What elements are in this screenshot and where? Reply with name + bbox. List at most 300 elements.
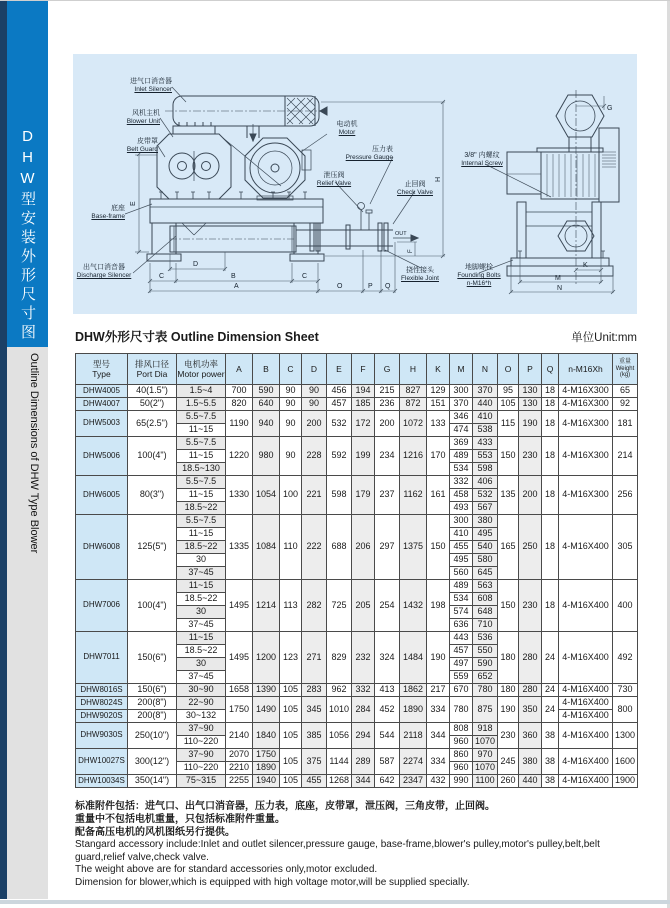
cell-Q: 18: [542, 385, 559, 398]
cell-power: 37~45: [177, 671, 226, 684]
note-en-3: Dimension for blower,which is equipped with high voltage motor,will be supplied specially.: [75, 876, 470, 888]
label-blower-unit-cn: 风机主机: [132, 110, 160, 117]
cell-Q: 24: [542, 697, 559, 723]
table-row: [76, 437, 638, 450]
cell-bolts: 4-M16X300: [559, 476, 613, 515]
cell-P: 350: [519, 697, 542, 723]
header-dim-Q: Q: [542, 354, 559, 385]
outline-diagram-panel: [73, 54, 637, 314]
cell-F: 332: [352, 684, 375, 697]
cell-E: 725: [327, 580, 352, 632]
header-dim-M: M: [450, 354, 473, 385]
dim-out-label: OUT: [395, 231, 407, 237]
label-inlet-silencer-en: Inlet Silencer: [134, 86, 172, 94]
cell-model: DHW4007: [76, 398, 128, 411]
cell-M: 300: [450, 385, 473, 398]
cell-M: 458: [450, 489, 473, 502]
cell-E: 592: [327, 437, 352, 476]
cell-O: 190: [498, 697, 519, 723]
header-dim-G: G: [375, 354, 400, 385]
cell-O: 115: [498, 411, 519, 437]
cell-N: 648: [473, 606, 498, 619]
cell-K: 133: [427, 411, 450, 437]
cell-G: 413: [375, 684, 400, 697]
cell-port: 200(8"): [128, 710, 177, 723]
cell-M: 636: [450, 619, 473, 632]
header-dim-P: P: [519, 354, 542, 385]
cell-power: 30: [177, 606, 226, 619]
header-dim-D: D: [302, 354, 327, 385]
cell-K: 161: [427, 476, 450, 515]
cell-G: 452: [375, 697, 400, 723]
table-row: [76, 385, 638, 398]
cell-weight: 730: [613, 684, 638, 697]
label-pressure-gauge-en: Pressure Gauge: [345, 154, 393, 162]
header-dim-C: C: [280, 354, 302, 385]
cell-power: 1.5~4: [177, 385, 226, 398]
dim-E: E: [130, 201, 137, 206]
cell-B: 1840: [253, 723, 280, 749]
cell-E: 1056: [327, 723, 352, 749]
dim-G: G: [607, 105, 613, 112]
cell-power: 5.5~7.5: [177, 476, 226, 489]
cell-N: 440: [473, 398, 498, 411]
cell-N: 563: [473, 580, 498, 593]
cell-O: 150: [498, 437, 519, 476]
cell-weight: 214: [613, 437, 638, 476]
cell-M: 960: [450, 736, 473, 749]
cell-port: 40(1.5"): [128, 385, 177, 398]
cell-N: 380: [473, 515, 498, 528]
cell-A: 820: [226, 398, 253, 411]
label-pressure-gauge: [341, 146, 393, 162]
cell-Q: 24: [542, 632, 559, 684]
cell-model: DHW7006: [76, 580, 128, 632]
cell-F: 284: [352, 697, 375, 723]
cell-B: 980: [253, 437, 280, 476]
cell-D: 345: [302, 697, 327, 723]
cell-F: 344: [352, 775, 375, 788]
cell-power: 11~15: [177, 580, 226, 593]
cell-power: 22~90: [177, 697, 226, 710]
cell-G: 234: [375, 437, 400, 476]
header-type: 型号 Type: [76, 354, 128, 385]
cell-power: 5.5~7.5: [177, 437, 226, 450]
cell-E: 688: [327, 515, 352, 580]
cell-bolts: 4-M16X400: [559, 775, 613, 788]
cell-B: 1214: [253, 580, 280, 632]
label-relief-valve-en: Relief Valve: [316, 180, 352, 188]
cell-F: 232: [352, 632, 375, 684]
label-check-valve-en: Check Valve: [396, 189, 433, 197]
cell-port: 100(4"): [128, 437, 177, 476]
header-weight: 重量 Weight (kg): [613, 354, 638, 385]
cell-weight: 256: [613, 476, 638, 515]
cell-Q: 38: [542, 723, 559, 749]
cell-power: 11~15: [177, 450, 226, 463]
cell-model: DHW8024S: [76, 697, 128, 710]
cell-power: 110~220: [177, 736, 226, 749]
cell-B: 1890: [253, 762, 280, 775]
cell-G: 200: [375, 411, 400, 437]
cell-C: 113: [280, 580, 302, 632]
cell-E: 532: [327, 411, 352, 437]
label-motor-en: Motor: [338, 129, 356, 137]
cell-O: 105: [498, 398, 519, 411]
cell-B: 1940: [253, 775, 280, 788]
cell-O: 245: [498, 749, 519, 775]
cell-D: 375: [302, 749, 327, 775]
front-view: [147, 96, 418, 261]
cell-model: DHW10034S: [76, 775, 128, 788]
cell-E: 962: [327, 684, 352, 697]
cell-bolts: 4-M16X400: [559, 632, 613, 684]
cell-E: 598: [327, 476, 352, 515]
label-internal-screw-cn: 3/8" 内螺纹: [464, 152, 500, 159]
cell-M: 808: [450, 723, 473, 736]
cell-M: 670: [450, 684, 473, 697]
cell-P: 250: [519, 515, 542, 580]
dim-D: D: [193, 261, 199, 268]
cell-N: 918: [473, 723, 498, 736]
cell-F: 206: [352, 515, 375, 580]
cell-N: 780: [473, 684, 498, 697]
cell-B: 640: [253, 398, 280, 411]
cell-N: 553: [473, 450, 498, 463]
cell-A: 700: [226, 385, 253, 398]
sidebar-title-cn: DHW型安装外形尺寸图: [19, 128, 36, 343]
cell-model: DHW8016S: [76, 684, 128, 697]
page-bottom-edge: [0, 900, 670, 904]
cell-power: 37~45: [177, 619, 226, 632]
label-base-frame-en: Base-frame: [91, 213, 125, 221]
cell-M: 410: [450, 528, 473, 541]
table-row: [76, 749, 638, 762]
cell-F: 205: [352, 580, 375, 632]
cell-H: 1432: [400, 580, 427, 632]
sidebar-title-en: Outline Dimensions of DHW Type Blower: [28, 353, 40, 554]
header-dim-H: H: [400, 354, 427, 385]
table-title-en: Outline Dimension Sheet: [170, 330, 319, 344]
cell-bolts: 4-M16X300: [559, 437, 613, 476]
cell-Q: 18: [542, 437, 559, 476]
cell-Q: 18: [542, 398, 559, 411]
cell-H: 1890: [400, 697, 427, 723]
table-row: [76, 515, 638, 528]
cell-H: 1484: [400, 632, 427, 684]
label-base-frame-cn: 底座: [111, 205, 125, 212]
cell-K: 190: [427, 632, 450, 684]
cell-F: 172: [352, 411, 375, 437]
cell-power: 30~132: [177, 710, 226, 723]
dim-H: H: [435, 176, 442, 182]
cell-weight: 65: [613, 385, 638, 398]
cell-B: 940: [253, 411, 280, 437]
label-pressure-gauge-cn: 压力表: [372, 146, 393, 153]
cell-Q: 18: [542, 476, 559, 515]
cell-A: 1190: [226, 411, 253, 437]
cell-H: 1862: [400, 684, 427, 697]
cell-N: 1100: [473, 775, 498, 788]
cell-power: 11~15: [177, 489, 226, 502]
cell-E: 1268: [327, 775, 352, 788]
cell-G: 642: [375, 775, 400, 788]
side-view: [507, 90, 619, 286]
cell-F: 199: [352, 437, 375, 476]
cell-power: 30: [177, 554, 226, 567]
cell-N: 598: [473, 463, 498, 476]
cell-M: 369: [450, 437, 473, 450]
label-motor-cn: 电动机: [336, 121, 358, 128]
cell-M: 497: [450, 658, 473, 671]
header-dim-A: A: [226, 354, 253, 385]
table-row: [76, 697, 638, 710]
cell-N: 567: [473, 502, 498, 515]
cell-model: DHW9030S: [76, 723, 128, 749]
cell-power: 110~220: [177, 762, 226, 775]
left-navy-strip: [0, 1, 7, 899]
cell-K: 334: [427, 749, 450, 775]
cell-D: 282: [302, 580, 327, 632]
cell-bolts: 4-M16X400: [559, 684, 613, 697]
label-belt-guard-cn: 皮带罩: [137, 138, 158, 145]
table-row: [76, 684, 638, 697]
cell-P: 380: [519, 749, 542, 775]
cell-M: 960: [450, 762, 473, 775]
label-flexible-joint-cn: 挠性接头: [406, 267, 434, 274]
cell-port: 50(2"): [128, 398, 177, 411]
cell-A: 1335: [226, 515, 253, 580]
note-cn-1: 标准附件包括：进气口、出气口消音器，压力表，底座，皮带罩，泄压阀，三角皮带，止回阀。: [75, 801, 495, 812]
cell-M: 300: [450, 515, 473, 528]
table-row: [76, 476, 638, 489]
cell-C: 110: [280, 515, 302, 580]
cell-M: 574: [450, 606, 473, 619]
cell-K: 170: [427, 437, 450, 476]
cell-P: 230: [519, 580, 542, 632]
table-title-bar: [75, 327, 637, 345]
cell-A: 1220: [226, 437, 253, 476]
cell-E: 1010: [327, 697, 352, 723]
cell-power: 5.5~7.5: [177, 411, 226, 424]
label-base-frame: [75, 205, 125, 221]
cell-bolts: 4-M16X300: [559, 411, 613, 437]
sidebar-gray-band: [7, 347, 48, 899]
cell-K: 334: [427, 697, 450, 723]
cell-K: 432: [427, 775, 450, 788]
cell-A: 1658: [226, 684, 253, 697]
cell-N: 1070: [473, 762, 498, 775]
cell-M: 493: [450, 502, 473, 515]
dim-M: M: [555, 275, 561, 282]
cell-power: 18.5~22: [177, 593, 226, 606]
cell-D: 90: [302, 385, 327, 398]
label-inlet-silencer-cn: 进气口消音器: [130, 78, 172, 85]
cell-D: 228: [302, 437, 327, 476]
cell-M: 457: [450, 645, 473, 658]
label-relief-valve-cn: 泄压阀: [323, 172, 345, 179]
dim-P: P: [368, 283, 373, 290]
cell-power: 18.5~130: [177, 463, 226, 476]
cell-N: 433: [473, 437, 498, 450]
cell-power: 30~90: [177, 684, 226, 697]
cell-model: DHW4005: [76, 385, 128, 398]
table-row: [76, 580, 638, 593]
cell-E: 456: [327, 385, 352, 398]
cell-G: 324: [375, 632, 400, 684]
cell-D: 222: [302, 515, 327, 580]
cell-A: 2210: [226, 762, 253, 775]
cell-G: 254: [375, 580, 400, 632]
cell-C: 123: [280, 632, 302, 684]
cell-power: 1.5~5.5: [177, 398, 226, 411]
table-row: [76, 411, 638, 424]
cell-N: 550: [473, 645, 498, 658]
cell-B: 1084: [253, 515, 280, 580]
cell-K: 344: [427, 723, 450, 749]
cell-D: 271: [302, 632, 327, 684]
cell-N: 370: [473, 385, 498, 398]
cell-H: 1072: [400, 411, 427, 437]
cell-port: 250(10"): [128, 723, 177, 749]
table-row: [76, 723, 638, 736]
cell-power: 37~45: [177, 567, 226, 580]
cell-model: DHW7011: [76, 632, 128, 684]
cell-Q: 24: [542, 684, 559, 697]
cell-C: 105: [280, 749, 302, 775]
cell-E: 829: [327, 632, 352, 684]
cell-N: 645: [473, 567, 498, 580]
cell-weight: 1300: [613, 723, 638, 749]
table-title: [75, 327, 319, 345]
dim-O: O: [337, 283, 343, 290]
cell-F: 294: [352, 723, 375, 749]
cell-M: 332: [450, 476, 473, 489]
cell-P: 360: [519, 723, 542, 749]
cell-P: 230: [519, 437, 542, 476]
cell-K: 150: [427, 515, 450, 580]
label-blower-unit-en: Blower Unit: [126, 118, 160, 126]
cell-C: 100: [280, 476, 302, 515]
cell-M: 534: [450, 463, 473, 476]
cell-C: 90: [280, 398, 302, 411]
cell-port: 350(14"): [128, 775, 177, 788]
cell-G: 237: [375, 476, 400, 515]
label-founding-bolts: [453, 264, 505, 287]
label-founding-bolts-cn: 地脚螺栓: [465, 264, 493, 271]
cell-H: 2118: [400, 723, 427, 749]
cell-B: 1390: [253, 684, 280, 697]
cell-D: 90: [302, 398, 327, 411]
note-en-2: The weight above are for standard accessories only,motor excluded.: [75, 864, 378, 875]
label-discharge-silencer-en: Discharge Silencer: [76, 272, 132, 280]
cell-N: 538: [473, 424, 498, 437]
cell-N: 540: [473, 541, 498, 554]
cell-G: 587: [375, 749, 400, 775]
cell-A: 1750: [226, 697, 253, 723]
label-discharge-silencer-cn: 出气口消音器: [83, 264, 125, 271]
sidebar-blue-band: [7, 1, 48, 347]
cell-N: 580: [473, 554, 498, 567]
cell-power: 75~315: [177, 775, 226, 788]
cell-F: 289: [352, 749, 375, 775]
unit-label: 单位Unit:mm: [571, 332, 637, 344]
cell-N: 410: [473, 411, 498, 424]
cell-M: 489: [450, 580, 473, 593]
cell-P: 280: [519, 632, 542, 684]
cell-N: 590: [473, 658, 498, 671]
cell-C: 105: [280, 684, 302, 697]
dim-C: C: [159, 273, 165, 280]
header-dim-F: F: [352, 354, 375, 385]
cell-bolts: 4-M16X400: [559, 749, 613, 775]
label-internal-screw-en: Internal Screw: [461, 160, 503, 168]
dim-B: B: [231, 273, 236, 280]
header-dim-N: N: [473, 354, 498, 385]
cell-C: 90: [280, 437, 302, 476]
label-belt-guard-en: Belt Guard: [126, 146, 158, 154]
cell-G: 236: [375, 398, 400, 411]
cell-weight: 400: [613, 580, 638, 632]
cell-B: 1054: [253, 476, 280, 515]
cell-M: 495: [450, 554, 473, 567]
cell-H: 1162: [400, 476, 427, 515]
cell-Q: 18: [542, 515, 559, 580]
cell-N: 495: [473, 528, 498, 541]
cell-C: 105: [280, 775, 302, 788]
cell-port: 150(6"): [128, 632, 177, 684]
cell-port: 300(12"): [128, 749, 177, 775]
cell-N: 608: [473, 593, 498, 606]
dim-A: A: [234, 283, 239, 290]
cell-P: 280: [519, 684, 542, 697]
cell-N: 710: [473, 619, 498, 632]
cell-E: 457: [327, 398, 352, 411]
cell-D: 385: [302, 723, 327, 749]
cell-O: 230: [498, 723, 519, 749]
cell-H: 2274: [400, 749, 427, 775]
label-founding-bolts-spec: n-M16*h: [466, 279, 492, 287]
cell-O: 95: [498, 385, 519, 398]
cell-power: 37~90: [177, 723, 226, 736]
cell-D: 200: [302, 411, 327, 437]
cell-port: 125(5"): [128, 515, 177, 580]
cell-N: 536: [473, 632, 498, 645]
cell-N: 406: [473, 476, 498, 489]
cell-B: 1490: [253, 697, 280, 723]
cell-B: 1200: [253, 632, 280, 684]
cell-Q: 38: [542, 775, 559, 788]
cell-power: 18.5~22: [177, 541, 226, 554]
dim-N: N: [557, 285, 563, 292]
cell-N: 532: [473, 489, 498, 502]
cell-A: 1330: [226, 476, 253, 515]
cell-model: DHW6005: [76, 476, 128, 515]
cell-M: 780: [450, 697, 473, 723]
cell-F: 179: [352, 476, 375, 515]
cell-model: DHW6008: [76, 515, 128, 580]
cell-O: 260: [498, 775, 519, 788]
cell-H: 2347: [400, 775, 427, 788]
cell-P: 200: [519, 476, 542, 515]
cell-weight: 800: [613, 697, 638, 723]
cell-A: 1495: [226, 580, 253, 632]
cell-weight: 181: [613, 411, 638, 437]
note-cn-2: 重量中不包括电机重量，只包括标准附件重量。: [75, 814, 285, 825]
label-inlet-silencer: [93, 78, 172, 94]
dim-K: K: [583, 262, 588, 269]
cell-M: 559: [450, 671, 473, 684]
